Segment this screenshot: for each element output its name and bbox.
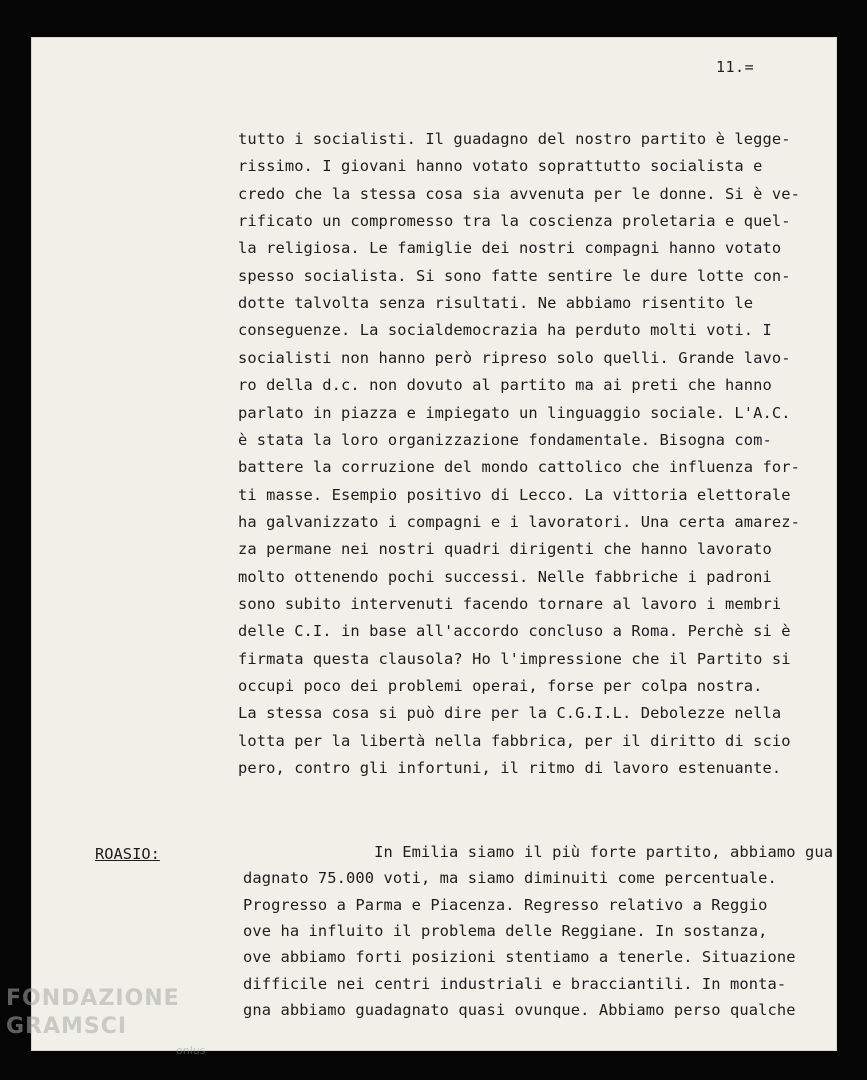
text-line: spesso socialista. Si sono fatte sentire le dure lotte con- xyxy=(238,266,791,285)
text-line: delle C.I. in base all'accordo concluso a Roma. Perchè si è xyxy=(238,622,791,641)
text-line: La stessa cosa si può dire per la C.G.I.L. Debolezze nella xyxy=(238,704,782,723)
text-line: ove ha influito il problema delle Reggiane. In sostanza, xyxy=(243,921,768,940)
text-line: lotta per la libertà nella fabbrica, per il diritto di scio xyxy=(238,731,791,750)
text-line: molto ottenendo pochi successi. Nelle fabbriche i padroni xyxy=(238,567,772,586)
text-line: sono subito intervenuti facendo tornare al lavoro i membri xyxy=(238,594,782,613)
text-line: za permane nei nostri quadri dirigenti che hanno lavorato xyxy=(238,540,772,559)
speaker-name: ROASIO: xyxy=(95,845,160,863)
text-line: battere la corruzione del mondo cattolico che influenza for- xyxy=(238,458,800,477)
text-line: gna abbiamo guadagnato quasi ovunque. Abbiamo perso qualche xyxy=(243,1000,796,1019)
text-line: rificato un compromesso tra la coscienza proletaria e quel- xyxy=(238,212,791,231)
text-line: dagnato 75.000 voti, ma siamo diminuiti come percentuale. xyxy=(243,869,777,888)
text-line: ha galvanizzato i compagni e i lavoratori. Una certa amarez- xyxy=(238,512,800,531)
text-line: socialisti non hanno però ripreso solo quelli. Grande lavo- xyxy=(238,348,791,367)
watermark-line-1: FONDAZIONE xyxy=(6,986,180,1011)
text-line: la religiosa. Le famiglie dei nostri compagni hanno votato xyxy=(238,239,782,258)
text-line: firmata questa clausola? Ho l'impressione che il Partito si xyxy=(238,649,791,668)
text-line: ove abbiamo forti posizioni stentiamo a tenerle. Situazione xyxy=(243,948,796,967)
text-line: è stata la loro organizzazione fondamentale. Bisogna com- xyxy=(238,430,772,449)
watermark-line-3: onlus xyxy=(176,1044,206,1057)
text-line: conseguenze. La socialdemocrazia ha perduto molti voti. I xyxy=(238,321,772,340)
text-line: credo che la stessa cosa sia avvenuta per le donne. Si è ve- xyxy=(238,184,800,203)
text-line: In Emilia siamo il più forte partito, abbiamo gua xyxy=(243,843,834,861)
text-line: rissimo. I giovani hanno votato soprattutto socialista e xyxy=(238,157,763,176)
watermark-logo xyxy=(6,985,205,1065)
text-line: difficile nei centri industriali e bracciantili. In monta- xyxy=(243,974,787,993)
text-line: parlato in piazza e impiegato un linguaggio sociale. L'A.C. xyxy=(238,403,791,422)
text-line: ro della d.c. non dovuto al partito ma ai preti che hanno xyxy=(238,376,772,395)
text-line: tutto i socialisti. Il guadagno del nostro partito è legge- xyxy=(238,130,791,148)
page-number: 11.= xyxy=(716,58,755,76)
text-line: ti masse. Esempio positivo di Lecco. La vittoria elettorale xyxy=(238,485,791,504)
text-line: dotte talvolta senza risultati. Ne abbiamo risentito le xyxy=(238,294,754,313)
text-line: Progresso a Parma e Piacenza. Regresso relativo a Reggio xyxy=(243,895,768,914)
text-line: occupi poco dei problemi operai, forse per colpa nostra. xyxy=(238,677,763,695)
text-line: pero, contro gli infortuni, il ritmo di lavoro estenuante. xyxy=(238,759,782,778)
watermark-line-2: GRAMSCI xyxy=(6,1014,128,1039)
